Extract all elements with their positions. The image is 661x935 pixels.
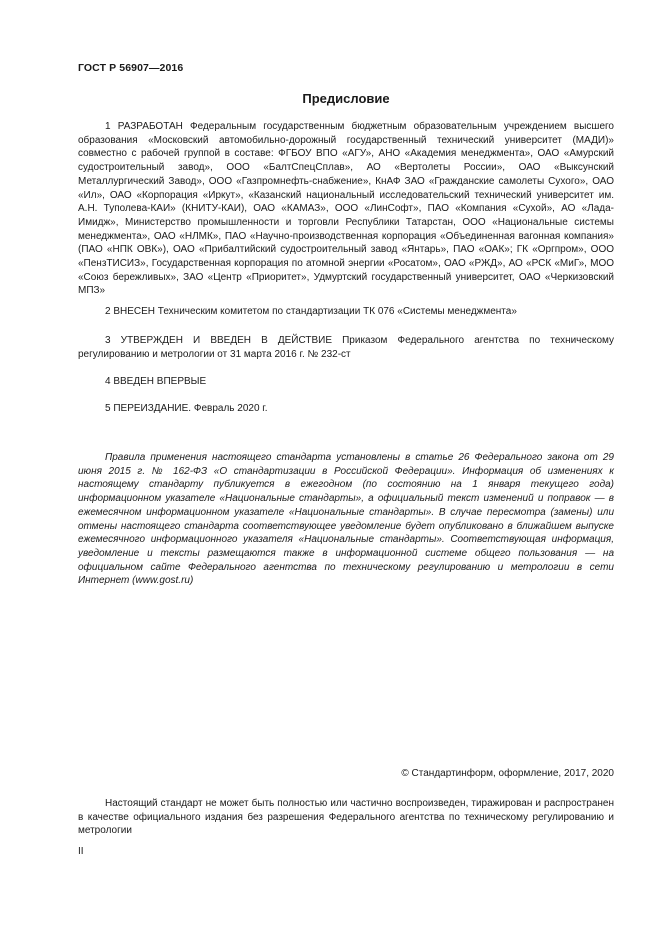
- application-rules-notice: Правила применения настоящего стандарта установлены в статье 26 Федерального закона от 29 июня 2015 г. № 162-ФЗ «О стандартизации в Российской Федерации». Информация об изменениях к настоящему стандарту публикуется в ежегодном (по состоянию на 1 января текущего года) информационном указателе «Национальные стандарты», а официальный текст изменений и поправок — в ежемесячном информационном указателе «Национальные стандарты». В случае пересмотра (замены) или отмены настоящего стандарта соответствующее уведомление будет опубликовано в ближайшем выпуске ежемесячного информационного указателя «Национальные стандарты». Соответствующая информация, уведомление и тексты размещаются также в информационной системе общего пользования — на официальном сайте Федерального агентства по техническому регулированию и метрологии в сети Интернет (www.gost.ru): [78, 452, 614, 587]
- paragraph-introduced-first: 4 ВВЕДЕН ВПЕРВЫЕ: [105, 376, 207, 387]
- paragraph-reissue: 5 ПЕРЕИЗДАНИЕ. Февраль 2020 г.: [105, 403, 268, 414]
- page-number: II: [78, 846, 84, 857]
- paragraph-submitted-by: 2 ВНЕСЕН Техническим комитетом по стандартизации ТК 076 «Системы менеджмента»: [105, 306, 517, 317]
- copyright-line: © Стандартинформ, оформление, 2017, 2020: [401, 768, 614, 779]
- paragraph-developed-by: 1 РАЗРАБОТАН Федеральным государственным бюджетным образовательным учреждением высшего образования «Московский автомобильно-дорожный государственный технический университет (МАДИ)» совместно с рабочей группой в составе: ФГБОУ ВПО «АГУ», АНО «Академия менеджмента», ОАО «Амурский судостроительный завод», ООО «БалтСпецСплав», АО «Вертолеты России», ОАО «Выксунский Металлургический Завод», ООО «Газпромнефть-снабжение», КнАФ ЗАО «Гражданские самолеты Сухого», ОАО «Ил», ОАО «Корпорация «Иркут», «Казанский национальный исследовательский технический университет им. А.Н. Туполева-КАИ» (КНИТУ-КАИ), ОАО «КАМАЗ», ООО «ЛинСофт», ПАО «Компания «Сухой», АО «Лада-Имидж», Министерство промышленности и торговли Республики Татарстан, ООО «Национальные системы менеджмента», ОАО «НЛМК», ПАО «Научно-производственная корпорация «Объединенная вагонная компания» (ПАО «НПК ОВК»), ОАО «Прибалтийский судостроительный завод «Янтарь», ПАО «ОАК»; ГК «Оргпром», ООО «ПензТИСИЗ», Государственная корпорация по атомной энергии «Росатом», ОАО «РЖД», АО «РСК «МиГ», МОО «Союз бережливых», ЗАО «Центр «Приоритет», Удмуртский государственный университет, ОАО «Черкизовский МПЗ»: [78, 121, 614, 297]
- reproduction-rights-notice: Настоящий стандарт не может быть полностью или частично воспроизведен, тиражирован и распространен в качестве официального издания без разрешения Федерального агентства по техническому регулированию и метрологии: [78, 798, 614, 837]
- page-title: Предисловие: [302, 91, 390, 106]
- standard-id-header: ГОСТ Р 56907—2016: [78, 62, 184, 74]
- paragraph-approved: 3 УТВЕРЖДЕН И ВВЕДЕН В ДЕЙСТВИЕ Приказом Федерального агентства по техническому регулированию и метрологии от 31 марта 2016 г. № 232-ст: [78, 335, 614, 360]
